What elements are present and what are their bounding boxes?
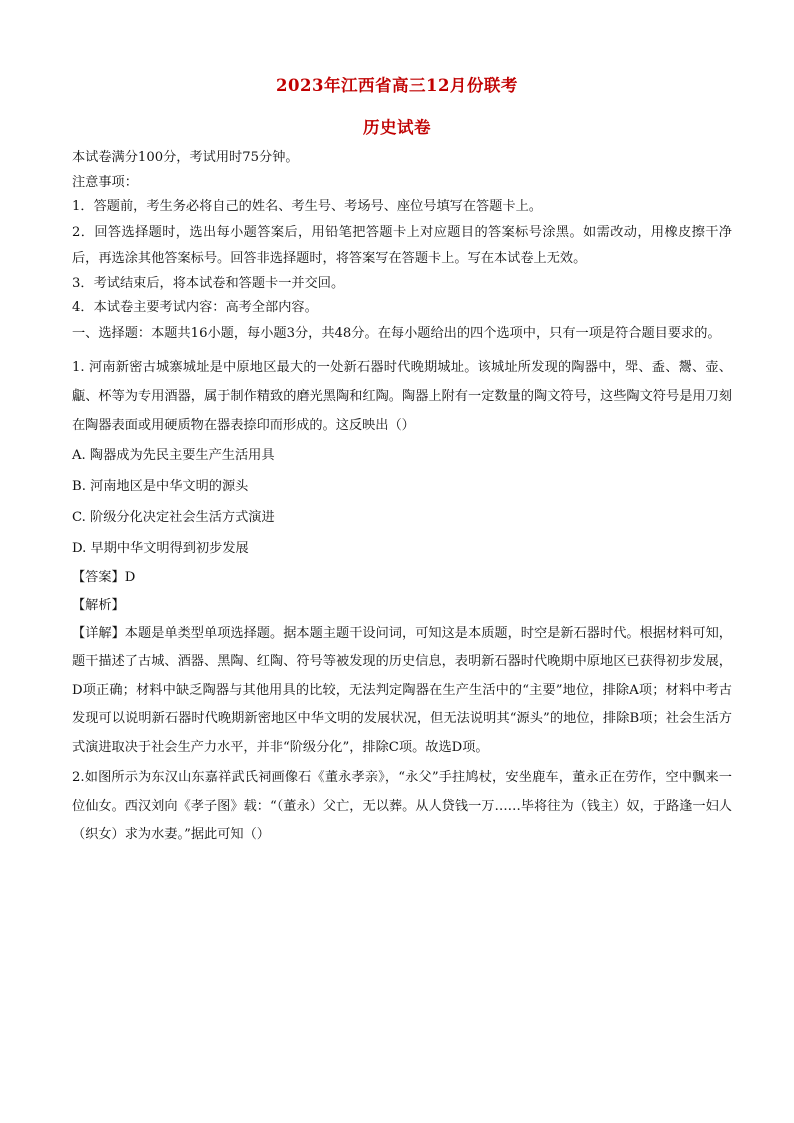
exam-intro: 本试卷满分100分，考试用时75分钟。 — [72, 150, 299, 165]
section-heading: 一、选择题：本题共16小题，每小题3分，共48分。在每小题给出的四个选项中，只有一项是符合题目要求的。 — [72, 325, 721, 341]
notice-item-4: 4．本试卷主要考试内容：高考全部内容。 — [72, 300, 318, 315]
exam-body — [72, 146, 732, 850]
question-1-answer: 【答案】D — [72, 569, 136, 585]
question-1-detail: 【详解】本题是单类型单项选择题。据本题主题干设问词，可知这是本质题，时空是新石器时代。根据材料可知，题干描述了古城、酒器、黑陶、红陶、符号等被发现的历史信息，表明新石器时代晚期中原地区已获得初步发展，D项正确；材料中缺乏陶器与其他用具的比较，无法判定陶器在生产生活中的“主要”地位，排除A项；材料中考古发现可以说明新石器时代晚期新密地区中华文明的发展状况，但无法说明其“源头”的地位，排除B项；社会生活方式演进取决于社会生产力水平，并非“阶级分化”，排除C项。故选D项。 — [72, 625, 732, 755]
notice-item-2: 2．回答选择题时，选出每小题答案后，用铅笔把答题卡上对应题目的答案标号涂黑。如需改动，用橡皮擦干净后，再选涂其他答案标号。回答非选择题时，将答案写在答题卡上。写在本试卷上无效。 — [72, 224, 732, 266]
question-1-analysis-heading: 【解析】 — [72, 597, 125, 613]
notice-heading: 注意事项： — [72, 174, 138, 190]
notice-item-1: 1．答题前，考生务必将自己的姓名、考生号、考场号、座位号填写在答题卡上。 — [72, 199, 542, 214]
exam-subject: 历史试卷 — [363, 118, 431, 137]
question-1-option-b: B. 河南地区是中华文明的源头 — [72, 478, 249, 494]
question-1-option-d: D. 早期中华文明得到初步发展 — [72, 540, 249, 556]
question-1-option-a: A. 陶器成为先民主要生产生活用具 — [72, 447, 275, 463]
question-1-stem: 1. 河南新密古城寨城址是中原地区最大的一处新石器时代晚期城址。该城址所发现的陶器中，斝、盉、鬶、壶、甗、杯等为专用酒器，属于制作精致的磨光黑陶和红陶。陶器上附有一定数量的陶文符号，这些陶文符号是用刀刻在陶器表面或用硬质物在器表捺印而形成的。这反映出（） — [72, 359, 732, 433]
question-2-stem: 2.如图所示为东汉山东嘉祥武氏祠画像石《董永孝亲》，“永父”手拄鸠杖，安坐鹿车，董永正在劳作，空中飘来一位仙女。西汉刘向《孝子图》载：“（董永）父亡，无以葬。从人贷钱一万……毕将往为（钱主）奴，于路逢一妇人（织女）求为水妻。”据此可知（） — [72, 770, 732, 842]
notice-item-3: 3．考试结束后，将本试卷和答题卡一并交回。 — [72, 275, 345, 291]
question-1-option-c: C. 阶级分化决定社会生活方式演进 — [72, 509, 275, 525]
exam-title: 2023年江西省高三12月份联考 — [276, 76, 518, 95]
